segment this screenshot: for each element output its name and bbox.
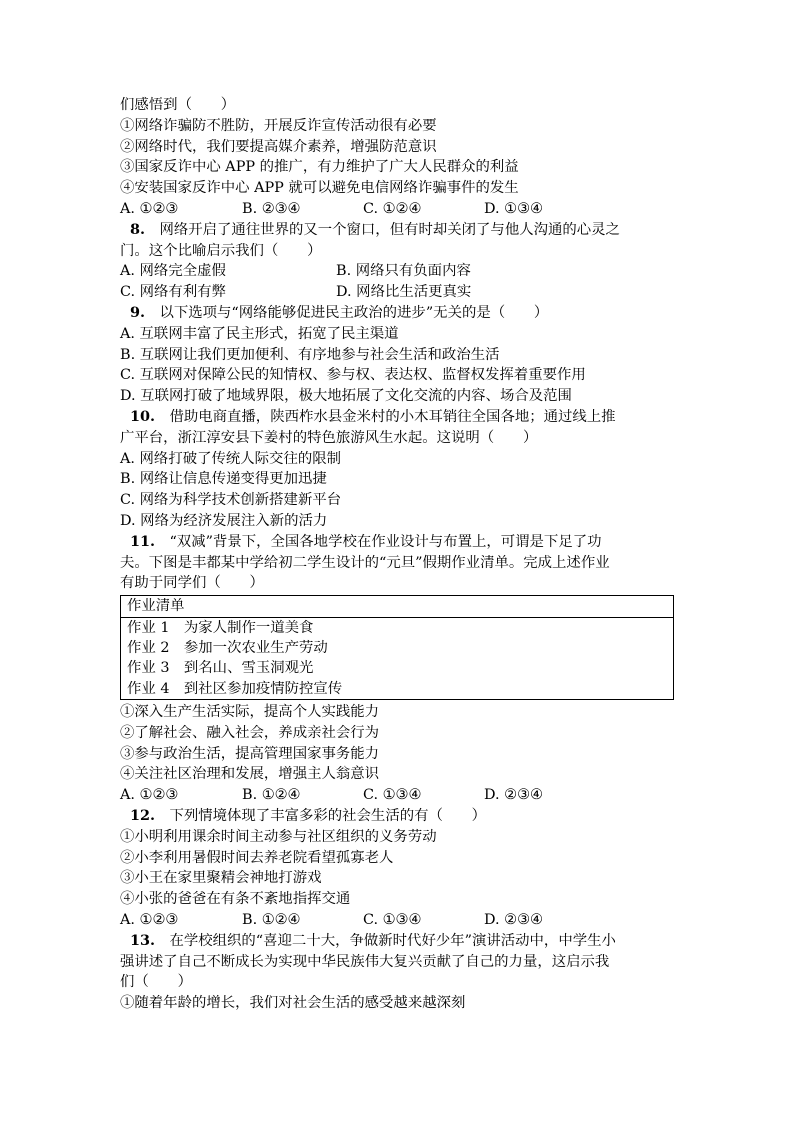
q7-options [120, 199, 680, 220]
homework-list-items [121, 617, 674, 700]
q11-statement-4: ④关注社区治理和发展，增强主人翁意识 [120, 766, 380, 783]
q12-option-a[interactable]: A. ①②③ [120, 912, 179, 929]
q7-stem-tail: 们感悟到（ ） [120, 97, 236, 113]
q11-option-a[interactable]: A. ①②③ [120, 787, 179, 804]
q10-option-c[interactable]: C. 网络为科学技术创新搭建新平台 [120, 492, 342, 509]
q10-stem-line1: 借助电商直播，陕西柞水县金米村的小木耳销往全国各地；通过线上推 [169, 408, 616, 425]
q12-statement-1: ①小明利用课余时间主动参与社区组织的义务劳动 [120, 828, 437, 845]
q8-option-c[interactable]: C. 网络有利有弊 [120, 284, 226, 301]
q11-option-b[interactable]: B. ①②④ [242, 787, 301, 804]
q13-statement-1: ①随着年龄的增长，我们对社会生活的感受越来越深刻 [120, 995, 466, 1012]
q8-stem-line1: 网络开启了通往世界的又一个窗口，但有时却关闭了与他人沟通的心灵之 [159, 221, 620, 238]
q11-stem-line2: 夫。下图是丰都某中学给初二学生设计的“元旦”假期作业清单。完成上述作业 [120, 554, 610, 571]
homework-item-3: 作业 3 到名山、雪玉洞观光 [127, 660, 314, 677]
homework-item-2: 作业 2 参加一次农业生产劳动 [127, 639, 328, 656]
q13-stem-line1: 在学校组织的“喜迎二十大，争做新时代好少年”演讲活动中，中学生小 [169, 932, 616, 949]
q8-stem [120, 220, 680, 241]
q8-option-b[interactable]: B. 网络只有负面内容 [336, 263, 471, 280]
q11-number: 11. [130, 532, 156, 550]
q13-stem [120, 931, 680, 952]
homework-item-1: 作业 1 为家人制作一道美食 [127, 619, 314, 636]
q8-options-row2 [120, 282, 680, 303]
q8-number: 8. [130, 220, 146, 238]
q7-statement-3: ③国家反诈中心 APP 的推广，有力维护了广大人民群众的利益 [120, 159, 519, 176]
q7-statement-4: ④安装国家反诈中心 APP 就可以避免电信网络诈骗事件的发生 [120, 180, 519, 197]
q12-options [120, 910, 680, 931]
q12-statement-2: ②小李利用暑假时间去养老院看望孤寡老人 [120, 849, 394, 866]
q8-options-row1 [120, 261, 680, 282]
q10-option-a[interactable]: A. 网络打破了传统人际交往的限制 [120, 450, 342, 467]
q11-stem [120, 532, 680, 553]
q11-stem-line1: “双减”背景下，全国各地学校在作业设计与布置上，可谓是下足了功 [169, 533, 602, 550]
q13-number: 13. [130, 931, 156, 949]
q10-stem [120, 407, 680, 428]
q9-option-c[interactable]: C. 互联网对保障公民的知情权、参与权、表达权、监督权发挥着重要作用 [120, 367, 586, 384]
q9-number: 9. [130, 303, 146, 321]
q12-stem [120, 806, 680, 827]
q7-statement-2: ②网络时代，我们要提高媒介素养，增强防范意识 [120, 138, 437, 155]
q12-option-c[interactable]: C. ①③④ [363, 912, 422, 929]
homework-item-4: 作业 4 到社区参加疫情防控宣传 [127, 680, 343, 697]
q8-option-a[interactable]: A. 网络完全虚假 [120, 263, 226, 280]
q12-number: 12. [130, 807, 156, 825]
homework-list-header: 作业清单 [121, 596, 674, 617]
q12-option-d[interactable]: D. ②③④ [484, 912, 543, 929]
q10-option-d[interactable]: D. 网络为经济发展注入新的活力 [120, 512, 328, 529]
q9-option-d[interactable]: D. 互联网打破了地域界限，极大地拓展了文化交流的内容、场合及范围 [120, 388, 572, 405]
q12-statement-3: ③小王在家里聚精会神地打游戏 [120, 870, 322, 887]
q12-stem-text: 下列情境体现了丰富多彩的社会生活的有（ ） [169, 808, 487, 825]
q11-statement-2: ②了解社会、融入社会，养成亲社会行为 [120, 724, 380, 741]
q7-option-c[interactable]: C. ①②④ [363, 200, 422, 217]
q7-statement-1: ①网络诈骗防不胜防，开展反诈宣传活动很有必要 [120, 117, 437, 134]
q10-option-b[interactable]: B. 网络让信息传递变得更加迅捷 [120, 471, 327, 488]
q7-option-b[interactable]: B. ②③④ [242, 200, 301, 217]
q13-stem-line3: 们（ ） [120, 974, 192, 991]
q9-stem-text: 以下选项与“网络能够促进民主政治的进步”无关的是（ ） [159, 304, 549, 321]
q11-option-c[interactable]: C. ①③④ [363, 787, 422, 804]
q9-stem [120, 303, 680, 324]
q11-statement-1: ①深入生产生活实际，提高个人实践能力 [120, 704, 380, 721]
q7-option-a[interactable]: A. ①②③ [120, 200, 179, 217]
exam-page [120, 95, 680, 1014]
q9-option-a[interactable]: A. 互联网丰富了民主形式，拓宽了民主渠道 [120, 325, 399, 342]
q7-option-d[interactable]: D. ①③④ [484, 200, 543, 217]
q10-number: 10. [130, 407, 156, 425]
q9-option-b[interactable]: B. 互联网让我们更加便利、有序地参与社会生活和政治生活 [120, 346, 500, 363]
q10-stem-line2: 广平台，浙江淳安县下姜村的特色旅游风生水起。这说明（ ） [120, 429, 538, 446]
q11-statement-3: ③参与政治生活，提高管理国家事务能力 [120, 745, 380, 762]
q11-stem-line3: 有助于同学们（ ） [120, 575, 264, 592]
q12-option-b[interactable]: B. ①②④ [242, 912, 301, 929]
q8-option-d[interactable]: D. 网络比生活更真实 [336, 284, 472, 301]
q11-option-d[interactable]: D. ②③④ [484, 787, 543, 804]
q13-stem-line2: 强讲述了自己不断成长为实现中华民族伟大复兴贡献了自己的力量，这启示我 [120, 953, 610, 970]
q12-statement-4: ④小张的爸爸在有条不紊地指挥交通 [120, 891, 351, 908]
homework-list-table [120, 595, 674, 700]
q8-stem-line2: 门。这个比喻启示我们（ ） [120, 242, 322, 259]
q11-options [120, 785, 680, 806]
